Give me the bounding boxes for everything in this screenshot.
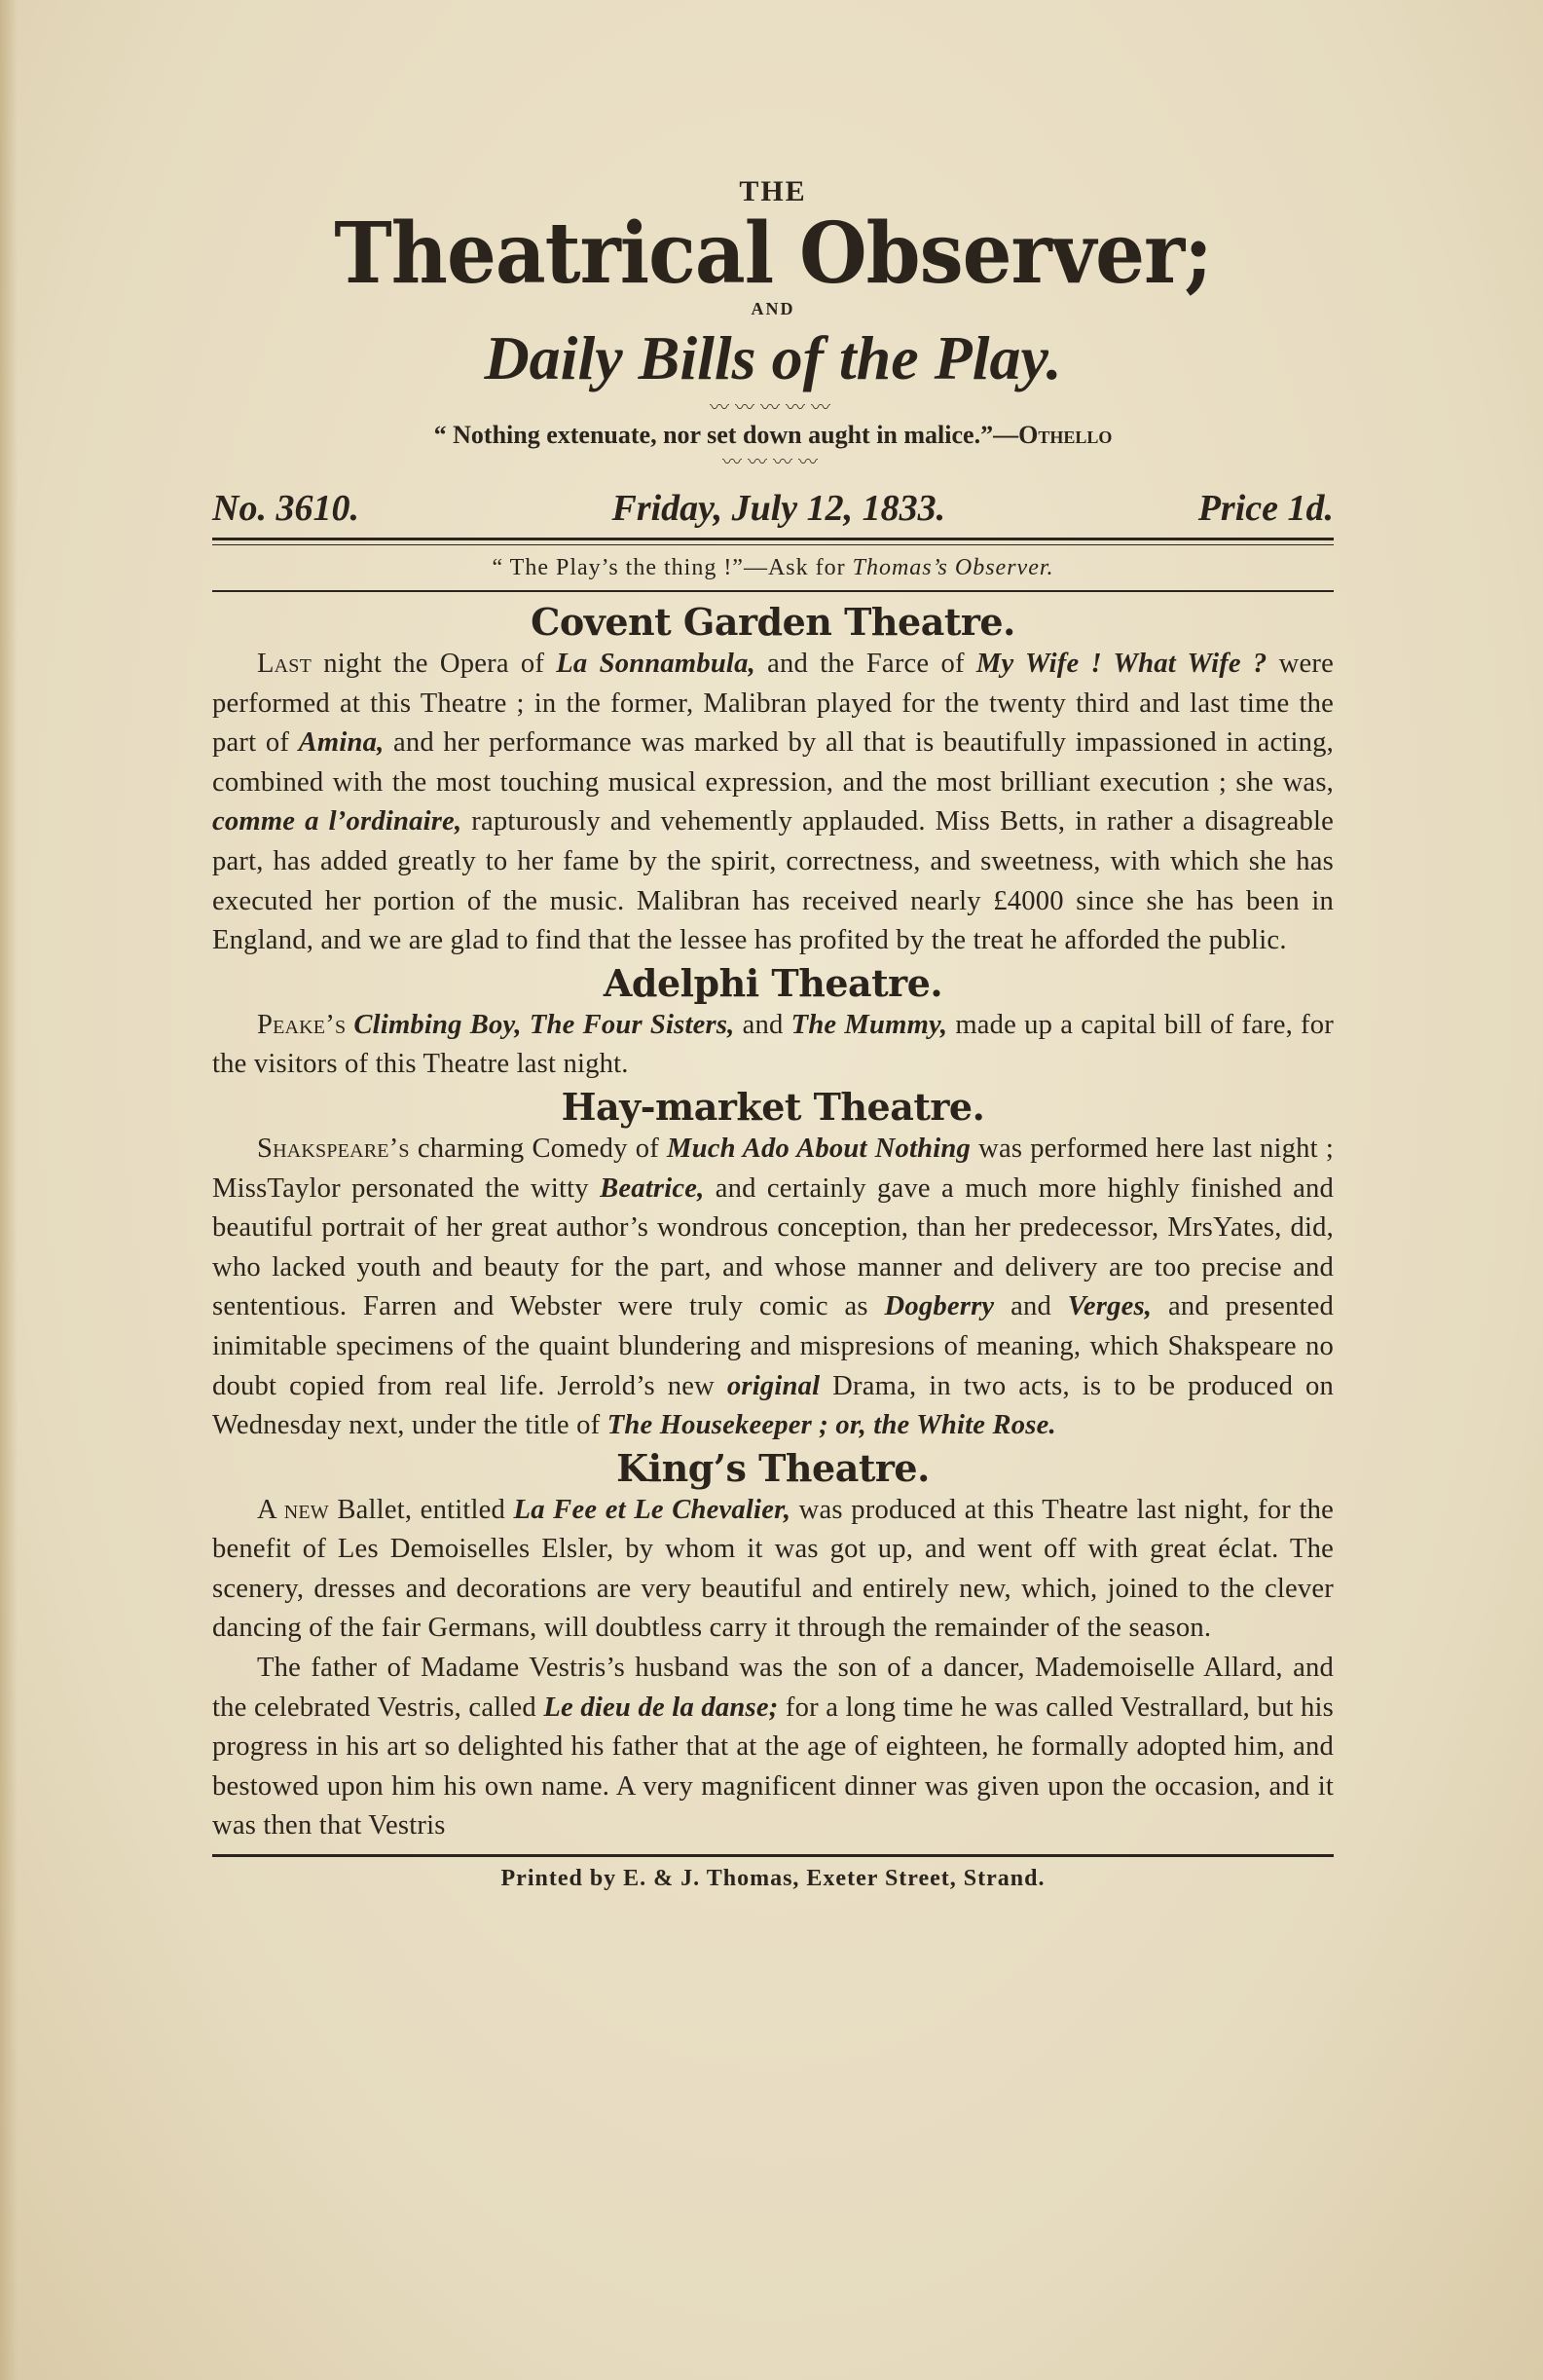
text-run: and — [994, 1291, 1068, 1322]
tagline-quote: “ The Play’s the thing !”—Ask for — [492, 555, 853, 580]
article-paragraph — [212, 1491, 1334, 1649]
text-run: The Mummy, — [790, 1009, 948, 1040]
text-run: and presented inimitable specimens of the quaint blundering and mispresions of meaning, which Shakspeare no doubt copied from real life. Jerrold’s new — [212, 1291, 1334, 1401]
text-run: Last — [257, 649, 312, 679]
text-run: was produced at this Theatre last night, for the benefit of Les Demoiselles Elsler, by whom it was got up, and went off with great éclat. The scenery, dresses and decorations are very beautiful and entirely new, which, joined to the clever dancing of the fair Germans, will doubtless carry it through the remainder of the season. — [212, 1494, 1335, 1644]
text-run: rapturously and vehemently applauded. Miss Betts, in rather a disagreable part, has added greatly to her fame by the spirit, correctness, and sweetness, with which she has executed her portion of the music. Malibran has received nearly £4000 since she has been in England, and we are glad to find that the lessee has profited by the treat he afforded the public. — [212, 806, 1335, 956]
dateline — [212, 479, 1334, 538]
masthead-the: THE — [739, 175, 807, 207]
text-run: The father of Madame Vestris’s husband was the son of a dancer, Mademoiselle Allard, and the celebrated Vestris, called — [212, 1653, 1334, 1723]
text-run: was performed here last night ; MissTaylor personated the witty — [212, 1133, 1334, 1204]
issue-price: Price 1d. — [1197, 488, 1334, 529]
text-run: and her performance was marked by all that is beautifully impassioned in acting, combined with the most touching musical expression, and the most brilliant execution ; she was, — [212, 727, 1335, 798]
page-column — [212, 175, 1334, 1900]
text-run: for a long time he was called Vestrallard, but his progress in his art so delighted his father that at the age of eighteen, he formally adopted him, and bestowed upon him his own name. A very magnificent dinner was given upon the occasion, and it was then that Vestris — [212, 1692, 1335, 1841]
text-run: night the Opera of — [312, 649, 557, 679]
text-run: The Housekeeper ; or, the White Rose. — [606, 1410, 1056, 1441]
section-heading: Covent Garden Theatre. — [531, 600, 1015, 644]
section-heading: King’s Theatre. — [616, 1445, 930, 1490]
text-run: Amina, — [298, 727, 385, 759]
masthead-and: AND — [751, 299, 795, 318]
article-paragraph — [212, 645, 1334, 961]
article-paragraph — [212, 1006, 1334, 1085]
issue-date: Friday, July 12, 1833. — [611, 488, 946, 529]
section-heading: Hay-market Theatre. — [561, 1084, 985, 1129]
text-run: Beatrice, — [600, 1172, 705, 1204]
text-run: charming Comedy of — [409, 1133, 668, 1164]
imprint: Printed by E. & J. Thomas, Exeter Street, Strand. — [500, 1866, 1046, 1892]
rule-divider — [212, 538, 1334, 545]
text-run: and the Farce of — [754, 649, 976, 679]
motto-quote: “ Nothing extenuate, nor set down aught in malice.”— — [433, 421, 1019, 449]
text-run: Ballet, entitled — [328, 1494, 514, 1525]
motto-source: Othello — [1018, 421, 1113, 449]
text-run: Drama, in two acts, is to be produced on Wednesday next, under the title of — [212, 1370, 1334, 1441]
text-run: La Fee et Le Chevalier, — [513, 1494, 791, 1525]
flourish-ornament: 〰〰〰〰 — [722, 452, 824, 473]
article-paragraph — [212, 1649, 1334, 1846]
text-run: made up a capital bill of fare, for the visitors of this Theatre last night. — [212, 1009, 1334, 1080]
text-run: original — [726, 1370, 821, 1401]
text-run: Peake’s — [257, 1009, 347, 1040]
text-run: Shakspeare’s — [257, 1133, 410, 1164]
text-run: Climbing Boy, The Four Sisters, — [353, 1009, 735, 1040]
page-edge — [0, 0, 18, 2380]
tagline — [212, 545, 1334, 590]
flourish-ornament: 〰〰〰〰〰 — [710, 397, 836, 419]
text-run: La Sonnambula, — [556, 649, 755, 679]
text-run: Dogberry — [884, 1291, 995, 1322]
text-run: and certainly gave a much more highly finished and beautiful portrait of her great author’s wondrous conception, than her predecessor, MrsYates, did, who lacked youth and beauty for the part, and whose manner and delivery are too precise and sententious. Farren and Webster were truly comic as — [212, 1172, 1335, 1322]
masthead-title: Theatrical Observer; — [334, 204, 1212, 303]
issue-number: No. 3610. — [212, 488, 359, 529]
section-heading: Adelphi Theatre. — [603, 960, 943, 1005]
article-paragraph — [212, 1130, 1334, 1446]
article-body — [212, 600, 1334, 1846]
text-run: were performed at this Theatre ; in the former, Malibran played for the twenty third and last time the part of — [212, 649, 1335, 759]
text-run: Much Ado About Nothing — [667, 1133, 972, 1164]
text-run: Le dieu de la danse; — [543, 1692, 779, 1723]
tagline-title: Thomas’s Observer. — [852, 555, 1054, 580]
motto — [212, 419, 1334, 452]
text-run: and — [734, 1009, 791, 1040]
text-run: My Wife ! What Wife ? — [975, 649, 1267, 679]
text-run: comme a l’ordinaire, — [212, 806, 462, 837]
rule-divider — [212, 590, 1334, 592]
masthead-subtitle: Daily Bills of the Play. — [484, 323, 1062, 392]
text-run: A new — [257, 1494, 329, 1525]
text-run: Verges, — [1067, 1291, 1153, 1322]
